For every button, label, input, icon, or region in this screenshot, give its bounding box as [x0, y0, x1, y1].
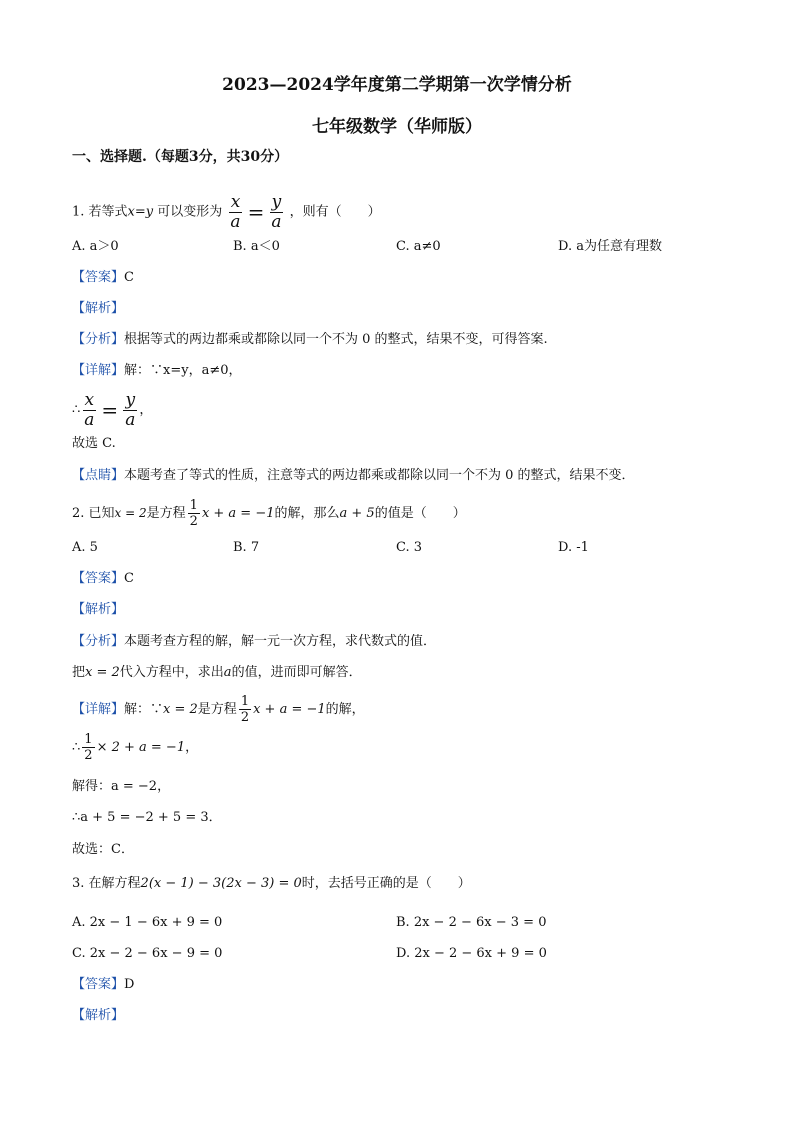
q1-expr: x=y [127, 204, 154, 220]
q3-jiexi: 【解析】 [72, 1008, 125, 1023]
q2-detail: 【详解】解：∵x = 2是方程 $\frac{1}{2}$ x + a = −1的解， [72, 694, 365, 725]
q1-option-c: C. a≠0 [396, 239, 441, 254]
q1-fenxi: 【分析】根据等式的两边都乘或都除以同一个不为 0 的整式，结果不变，可得答案. [72, 332, 548, 347]
q2-fraction-half: $\frac{1}{2}$ [189, 498, 198, 529]
q1-detail: 【详解】解：∵x=y，a≠0， [72, 363, 242, 378]
q1-option-a: A. a＞0 [72, 239, 119, 254]
question-3: 3. 在解方程2(x − 1) − 3(2x − 3) = 0时，去括号正确的是（ ） [72, 876, 471, 891]
q1-equals: = [247, 200, 265, 224]
q3-option-a: A. 2x − 1 − 6x + 9 = 0 [72, 915, 223, 930]
q1-suffix: ，则有（ ） [289, 204, 381, 220]
q1-dianjing: 【点睛】本题考查了等式的性质，注意等式的两边都乘或都除以同一个不为 0 的整式，结果不变． [72, 468, 635, 483]
q2-option-b: B. 7 [233, 540, 260, 555]
q2-detail-fraction: $\frac{1}{2}$ [240, 694, 250, 725]
q1-middle: 可以变形为 [157, 204, 223, 220]
q1-option-d: D. a为任意有理数 [558, 239, 662, 254]
q1-therefore-frac-x: $\frac{x}{a}$ [84, 389, 95, 430]
q3-answer: 【答案】D [72, 977, 135, 992]
question-2: 2. 已知x = 2是方程 $\frac{1}{2}$ x + a = −1的解，那么a + 5的值是（ ） [72, 498, 466, 529]
q2-answer: 【答案】C [72, 571, 134, 586]
q1-fraction-y-over-a: $\frac{y}{a}$ [271, 191, 282, 232]
q1-fraction-x-over-a: $\frac{x}{a}$ [230, 191, 241, 232]
q1-jiexi: 【解析】 [72, 301, 125, 316]
q2-step1: ∴ $\frac{1}{2}$ × 2 + a = −1， [72, 732, 199, 763]
q2-hint: 把x = 2代入方程中，求出a的值，进而即可解答． [72, 665, 362, 680]
q2-option-c: C. 3 [396, 540, 423, 555]
q1-therefore: ∴ $\frac{x}{a}$ = $\frac{y}{a}$ ， [72, 389, 153, 430]
q2-step3: ∴a + 5 = −2 + 5 = 3． [72, 810, 222, 825]
q1-choose: 故选 C. [72, 436, 116, 451]
question-1 [72, 184, 381, 241]
q1-prefix: 1. 若等式 [72, 204, 128, 220]
q1-therefore-frac-y: $\frac{y}{a}$ [125, 389, 136, 430]
q3-option-b: B. 2x − 2 − 6x − 3 = 0 [396, 915, 547, 930]
q2-step1-fraction: $\frac{1}{2}$ [84, 732, 93, 763]
q2-step2: 解得：a = −2， [72, 779, 171, 794]
q2-jiexi: 【解析】 [72, 602, 125, 617]
q3-option-d: D. 2x − 2 − 6x + 9 = 0 [396, 946, 547, 961]
section-heading: 一、选择题.（每题3分，共30分） [72, 149, 289, 165]
q3-option-c: C. 2x − 2 − 6x − 9 = 0 [72, 946, 223, 961]
doc-subtitle: 七年级数学（华师版） [312, 117, 482, 137]
q2-option-a: A. 5 [72, 540, 98, 555]
doc-title: 2023—2024学年度第二学期第一次学情分析 [222, 75, 572, 95]
q1-answer: 【答案】C [72, 270, 134, 285]
q2-choose: 故选：C． [72, 842, 134, 857]
q2-option-d: D. -1 [558, 540, 589, 555]
q2-fenxi: 【分析】本题考查方程的解，解一元一次方程，求代数式的值． [72, 634, 437, 649]
q1-option-b: B. a＜0 [233, 239, 280, 254]
